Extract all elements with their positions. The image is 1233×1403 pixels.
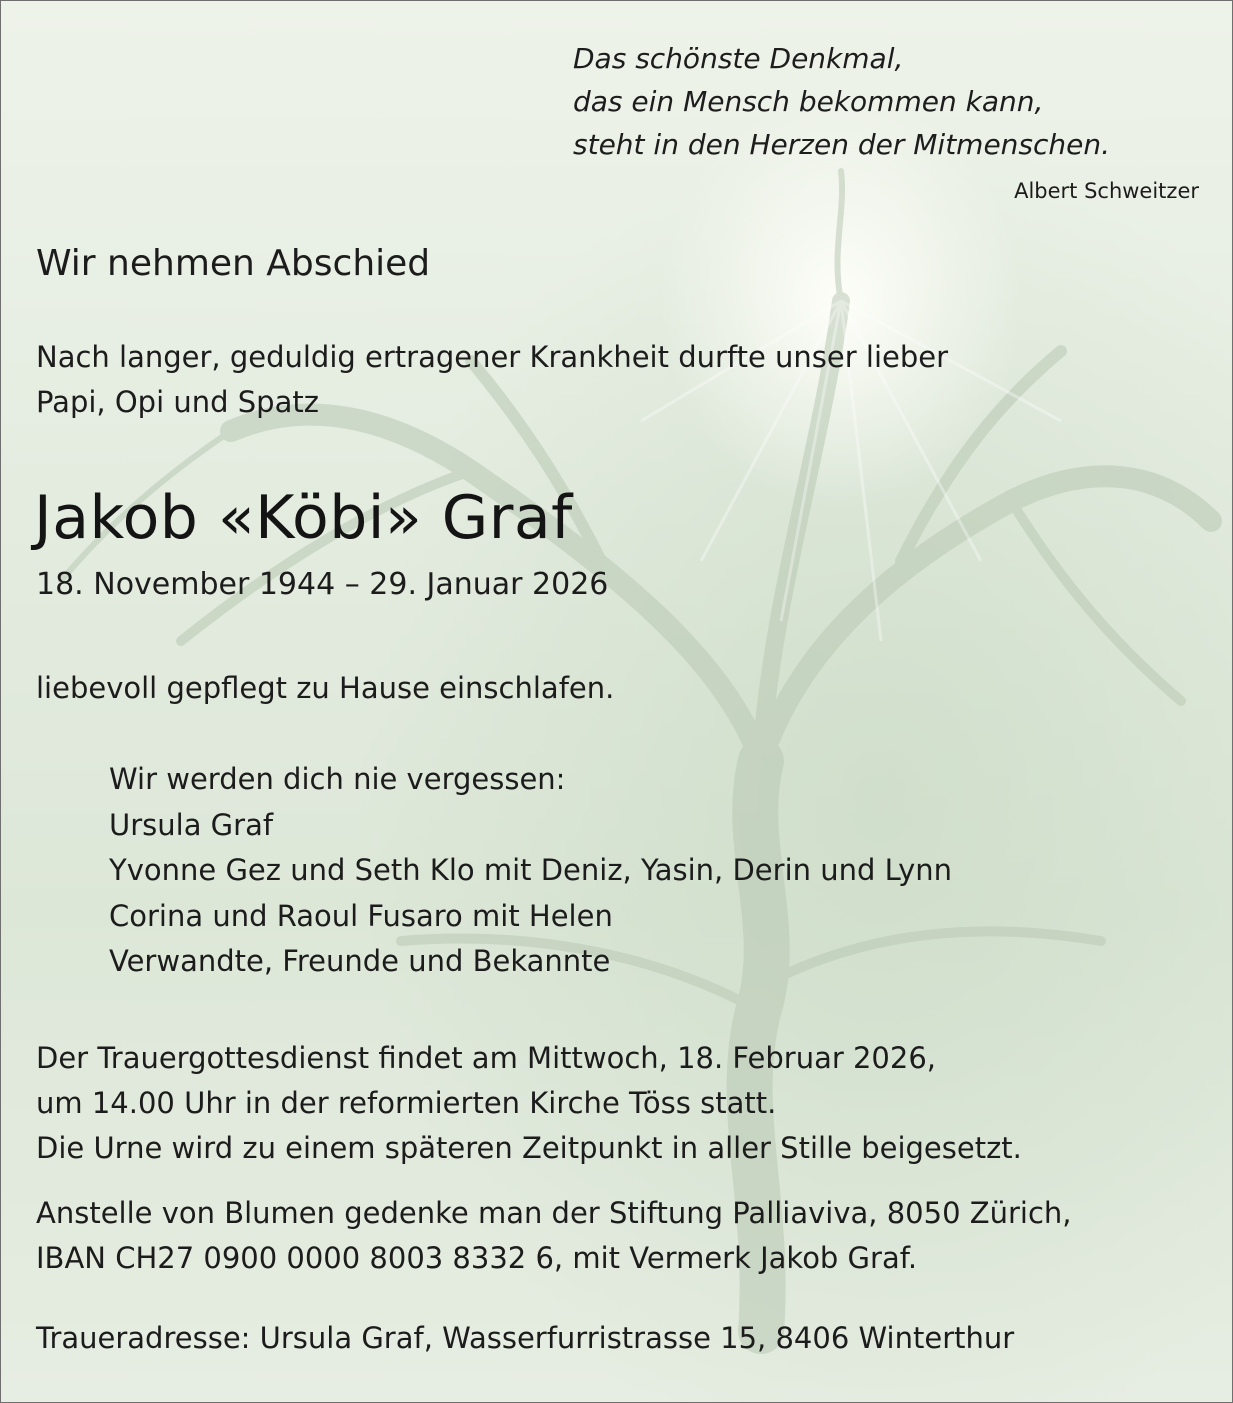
intro-line: Nach langer, geduldig ertragener Krankheit durfte unser lieber	[36, 340, 949, 374]
mourner-name: Verwandte, Freunde und Bekannte	[109, 944, 611, 978]
quote-line: steht in den Herzen der Mitmenschen.	[573, 128, 1111, 161]
quote-line: das ein Mensch bekommen kann,	[573, 85, 1044, 118]
mourning-address: Traueradresse: Ursula Graf, Wasserfurristrasse 15, 8406 Winterthur	[36, 1321, 1015, 1355]
mourners-intro: Wir werden dich nie vergessen:	[109, 762, 566, 796]
donation-info	[36, 1191, 1072, 1281]
page-title: Wir nehmen Abschied	[36, 243, 431, 284]
mourners-block	[109, 757, 952, 985]
quote-line: Das schönste Denkmal,	[573, 42, 904, 75]
quote-author: Albert Schweitzer	[1014, 179, 1199, 203]
mourner-name: Corina und Raoul Fusaro mit Helen	[109, 898, 613, 933]
deceased-name: Jakob «Köbi» Graf	[34, 483, 573, 553]
donation-line: IBAN CH27 0900 0000 8003 8332 6, mit Vermerk Jakob Graf.	[36, 1241, 918, 1275]
intro-text	[36, 335, 948, 425]
service-info	[36, 1036, 1022, 1171]
service-line: Die Urne wird zu einem späteren Zeitpunkt in aller Stille beigesetzt.	[36, 1131, 1022, 1165]
service-line: um 14.00 Uhr in der reformierten Kirche Töss statt.	[36, 1086, 777, 1120]
life-dates: 18. November 1944 – 29. Januar 2026	[36, 567, 609, 602]
donation-line: Anstelle von Blumen gedenke man der Stiftung Palliaviva, 8050 Zürich,	[36, 1196, 1072, 1230]
mourner-name: Ursula Graf	[109, 807, 274, 842]
quote	[573, 37, 1110, 166]
service-line: Der Trauergottesdienst findet am Mittwoch, 18. Februar 2026,	[36, 1041, 937, 1075]
passing-text: liebevoll gepflegt zu Hause einschlafen.	[36, 671, 615, 705]
mourner-name: Yvonne Gez und Seth Klo mit Deniz, Yasin, Derin und Lynn	[109, 853, 953, 887]
intro-line: Papi, Opi und Spatz	[36, 385, 319, 419]
